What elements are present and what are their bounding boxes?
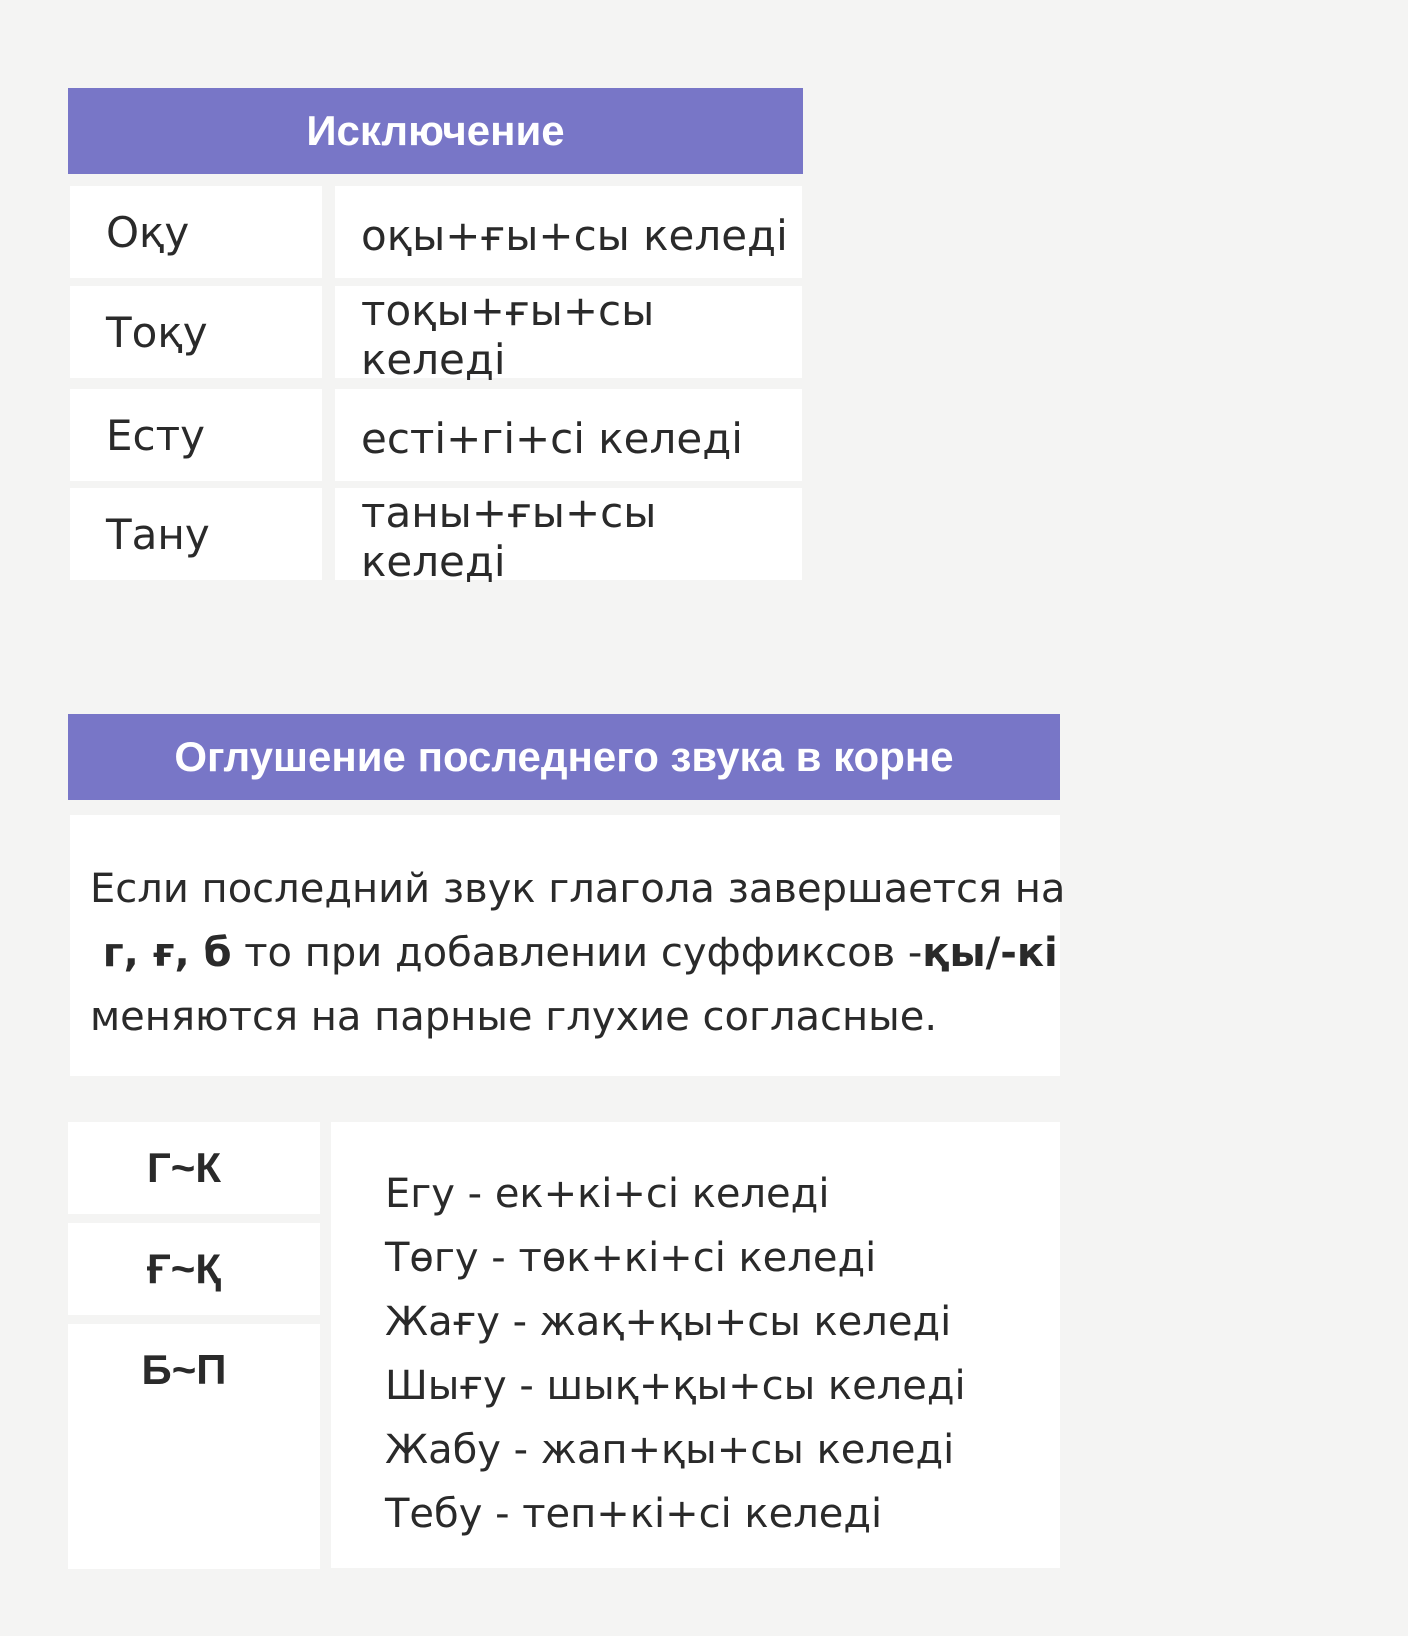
description-bold-suffix: қы/-кі <box>922 930 1058 976</box>
example-item: Төгу - төк+кі+сі келеді <box>385 1235 877 1281</box>
description-line-1: Если последний звук глагола завершается на <box>90 866 1066 912</box>
example-item: Егу - ек+кі+сі келеді <box>385 1171 830 1217</box>
example-item: Жағу - жақ+қы+сы келеді <box>385 1299 952 1345</box>
exception-table-header: Исключение <box>68 88 803 174</box>
description-line-3: меняются на парные глухие согласные. <box>90 994 938 1040</box>
description-bold-letters: г, ғ, б <box>102 930 232 976</box>
example-item: Жабу - жап+қы+сы келеді <box>385 1427 955 1473</box>
exception-word: Оқу <box>70 186 322 278</box>
exception-form: тоқы+ғы+сы келеді <box>335 286 802 378</box>
exception-form: есті+гі+сі келеді <box>335 389 802 481</box>
devoicing-section-header: Оглушение последнего звука в корне <box>68 714 1060 800</box>
example-item: Шығу - шық+қы+сы келеді <box>385 1363 966 1409</box>
exception-form: оқы+ғы+сы келеді <box>335 186 802 278</box>
exception-word: Тану <box>70 488 322 580</box>
consonant-pair: Б~П <box>68 1324 320 1569</box>
examples-list <box>331 1122 1060 1568</box>
consonant-pair: Г~К <box>68 1122 320 1214</box>
description-line-2 <box>90 921 1058 985</box>
example-item: Тебу - теп+кі+сі келеді <box>385 1491 883 1537</box>
consonant-pair: Ғ~Қ <box>68 1223 320 1315</box>
devoicing-description <box>70 815 1066 1076</box>
exception-word: Есту <box>70 389 322 481</box>
exception-word: Тоқу <box>70 286 322 378</box>
exception-form: таны+ғы+сы келеді <box>335 488 802 580</box>
description-text: то при добавлении суффиксов - <box>231 930 923 976</box>
